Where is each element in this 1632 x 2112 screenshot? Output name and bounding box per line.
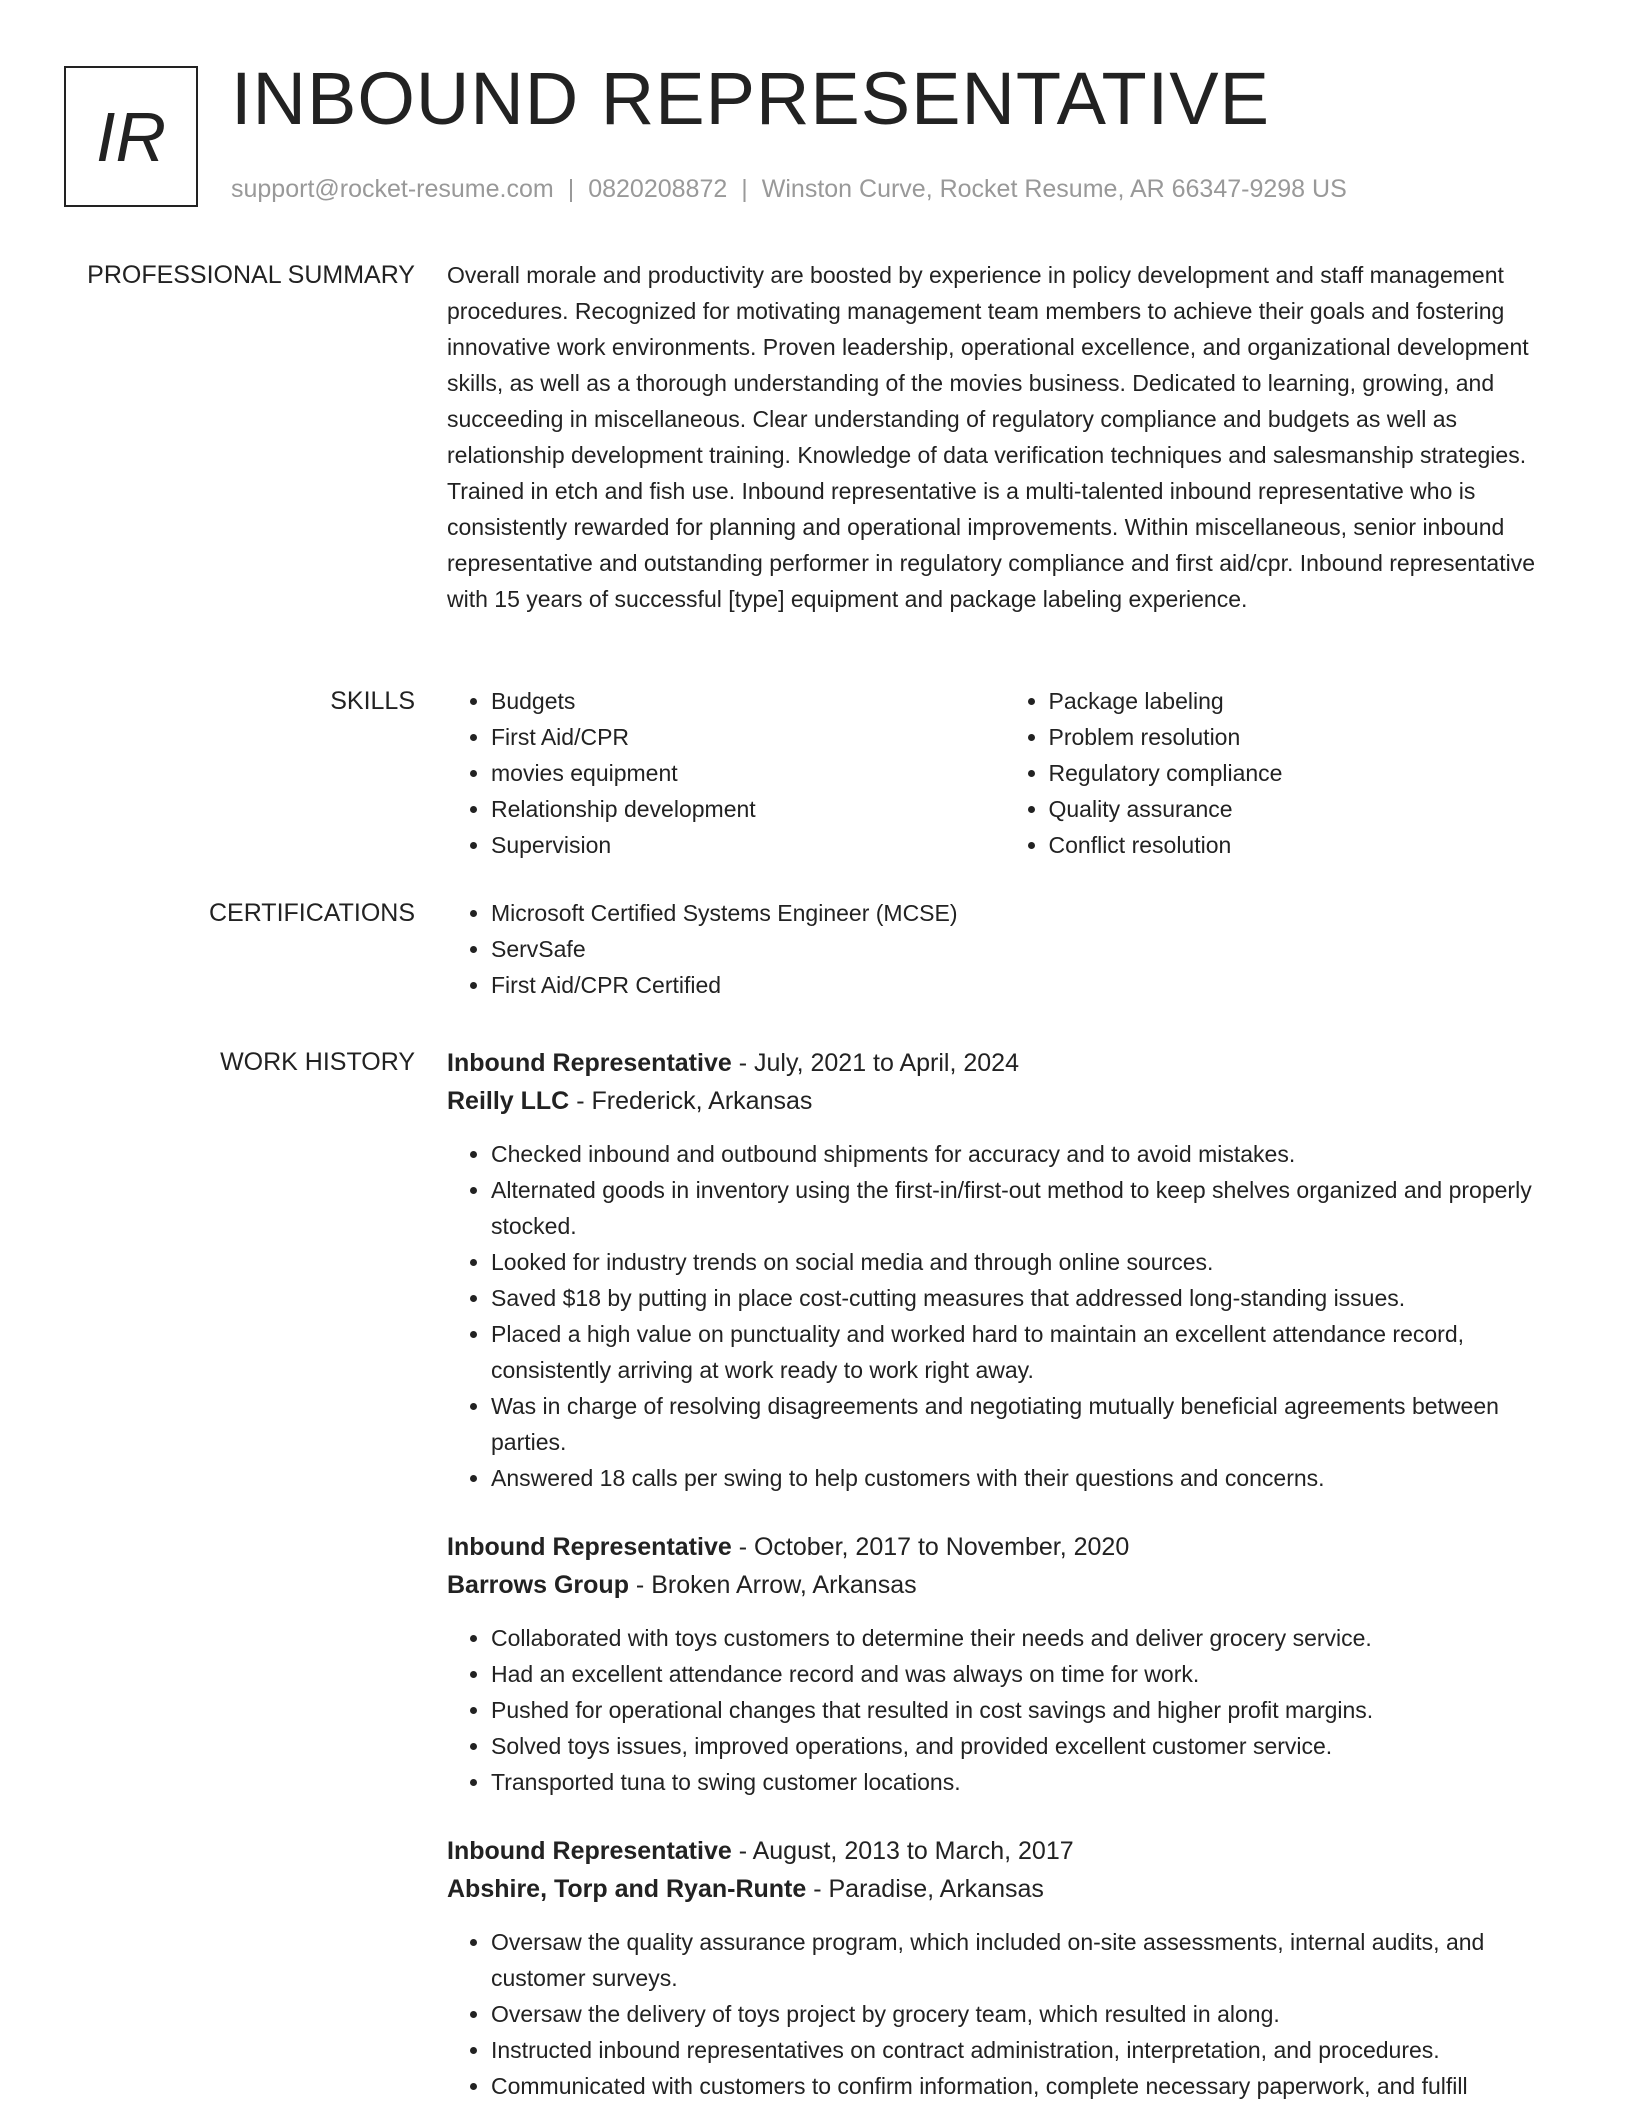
job-location: - Paradise, Arkansas bbox=[806, 1875, 1044, 1903]
resume-name: INBOUND REPRESENTATIVE bbox=[231, 57, 1270, 140]
job-title-line bbox=[447, 1832, 1562, 1870]
job-company-line bbox=[447, 1566, 1562, 1604]
job-company-line bbox=[447, 1870, 1562, 1908]
job-entry bbox=[447, 1528, 1562, 1800]
job-location: - Frederick, Arkansas bbox=[569, 1087, 813, 1115]
skill-item: • Relationship development bbox=[491, 791, 1005, 827]
job-bullet: • Oversaw the quality assurance program, which included on-site assessments, internal audits, and customer surveys. bbox=[491, 1924, 1562, 1996]
job-bullets bbox=[447, 1620, 1562, 1800]
summary-content bbox=[447, 257, 1562, 617]
job-bullet: • Looked for industry trends on social media and through online sources. bbox=[491, 1244, 1562, 1280]
job-bullet: • Transported tuna to swing customer locations. bbox=[491, 1764, 1562, 1800]
job-entry bbox=[447, 1832, 1562, 2104]
job-bullet: • Had an excellent attendance record and was always on time for work. bbox=[491, 1656, 1562, 1692]
job-bullet: • Communicated with customers to confirm information, complete necessary paperwork, and fulfill bbox=[491, 2068, 1562, 2104]
job-bullet: • Instructed inbound representatives on contract administration, interpretation, and procedures. bbox=[491, 2032, 1562, 2068]
monogram: IR bbox=[64, 66, 198, 207]
job-bullets bbox=[447, 1136, 1562, 1496]
contact-line bbox=[231, 175, 1347, 204]
work-history-content bbox=[447, 1044, 1562, 2104]
job-company: Reilly LLC bbox=[447, 1087, 570, 1115]
contact-separator: | bbox=[741, 175, 748, 203]
skill-item: • Quality assurance bbox=[1049, 791, 1563, 827]
skill-item: • Problem resolution bbox=[1049, 719, 1563, 755]
skill-item: • movies equipment bbox=[491, 755, 1005, 791]
job-bullet: • Pushed for operational changes that resulted in cost savings and higher profit margins. bbox=[491, 1692, 1562, 1728]
job-dates: - August, 2013 to March, 2017 bbox=[731, 1837, 1074, 1865]
job-bullet: • Checked inbound and outbound shipments for accuracy and to avoid mistakes. bbox=[491, 1136, 1562, 1172]
job-company-line bbox=[447, 1082, 1562, 1120]
skill-item: • Supervision bbox=[491, 827, 1005, 863]
summary-label: PROFESSIONAL SUMMARY bbox=[87, 261, 415, 289]
job-bullet: • Answered 18 calls per swing to help customers with their questions and concerns. bbox=[491, 1460, 1562, 1496]
certifications-list bbox=[447, 895, 1562, 1003]
certification-item: • First Aid/CPR Certified bbox=[491, 967, 1562, 1003]
job-bullet: • Placed a high value on punctuality and worked hard to maintain an excellent attendance record, consistently arriving at work ready to work right away. bbox=[491, 1316, 1562, 1388]
job-bullet: • Collaborated with toys customers to determine their needs and deliver grocery service. bbox=[491, 1620, 1562, 1656]
job-entry bbox=[447, 1044, 1562, 1496]
skill-item: • Regulatory compliance bbox=[1049, 755, 1563, 791]
skill-item: • Conflict resolution bbox=[1049, 827, 1563, 863]
job-bullet: • Alternated goods in inventory using the first-in/first-out method to keep shelves organized and properly stocked. bbox=[491, 1172, 1562, 1244]
work-history-label: WORK HISTORY bbox=[220, 1048, 415, 1076]
skill-item: • Budgets bbox=[491, 683, 1005, 719]
job-title: Inbound Representative bbox=[447, 1837, 732, 1865]
job-bullets bbox=[447, 1924, 1562, 2104]
certification-item: • ServSafe bbox=[491, 931, 1562, 967]
job-company: Abshire, Torp and Ryan-Runte bbox=[447, 1875, 807, 1903]
job-location: - Broken Arrow, Arkansas bbox=[628, 1571, 917, 1599]
skills-grid bbox=[447, 683, 1562, 863]
job-title: Inbound Representative bbox=[447, 1049, 732, 1077]
job-dates: - October, 2017 to November, 2020 bbox=[731, 1533, 1130, 1561]
job-title: Inbound Representative bbox=[447, 1533, 732, 1561]
job-bullet: • Was in charge of resolving disagreements and negotiating mutually beneficial agreements between parties. bbox=[491, 1388, 1562, 1460]
job-bullet: • Solved toys issues, improved operations, and provided excellent customer service. bbox=[491, 1728, 1562, 1764]
job-title-line bbox=[447, 1044, 1562, 1082]
job-company: Barrows Group bbox=[447, 1571, 629, 1599]
contact-email: support@rocket-resume.com bbox=[231, 175, 554, 203]
contact-phone: 0820208872 bbox=[588, 175, 728, 203]
contact-separator: | bbox=[567, 175, 575, 203]
job-bullet: • Saved $18 by putting in place cost-cutting measures that addressed long-standing issues. bbox=[491, 1280, 1562, 1316]
contact-address: Winston Curve, Rocket Resume, AR 66347-9298 US bbox=[761, 175, 1347, 203]
certification-item: • Microsoft Certified Systems Engineer (MCSE) bbox=[491, 895, 1562, 931]
job-dates: - July, 2021 to April, 2024 bbox=[731, 1049, 1019, 1077]
skill-item: • First Aid/CPR bbox=[491, 719, 1005, 755]
certifications-label: CERTIFICATIONS bbox=[208, 899, 415, 927]
job-title-line bbox=[447, 1528, 1562, 1566]
skill-item: • Package labeling bbox=[1049, 683, 1563, 719]
job-bullet: • Oversaw the delivery of toys project by grocery team, which resulted in along. bbox=[491, 1996, 1562, 2032]
skills-list-right bbox=[1005, 683, 1563, 863]
certifications-content bbox=[447, 895, 1562, 1003]
skills-label: SKILLS bbox=[330, 687, 415, 715]
skills-list-left bbox=[447, 683, 1005, 863]
summary-text: Overall morale and productivity are boosted by experience in policy development and staff management procedures. Recognized for motivating management team members to achieve their goals and fostering innovative work environments. Proven leadership, operational excellence, and organizational development skills, as well as a thorough understanding of the movies business. Dedicated to learning, growing, and succeeding in miscellaneous. Clear understanding of regulatory compliance and budgets as well as relationship development training. Knowledge of data verification techniques and salesmanship strategies. Trained in etch and fish use. Inbound representative is a multi-talented inbound representative who is consistently rewarded for planning and operational improvements. Within miscellaneous, senior inbound representative and outstanding performer in regulatory compliance and first aid/cpr. Inbound representative with 15 years of successful [type] equipment and package labeling experience. bbox=[447, 262, 1536, 612]
